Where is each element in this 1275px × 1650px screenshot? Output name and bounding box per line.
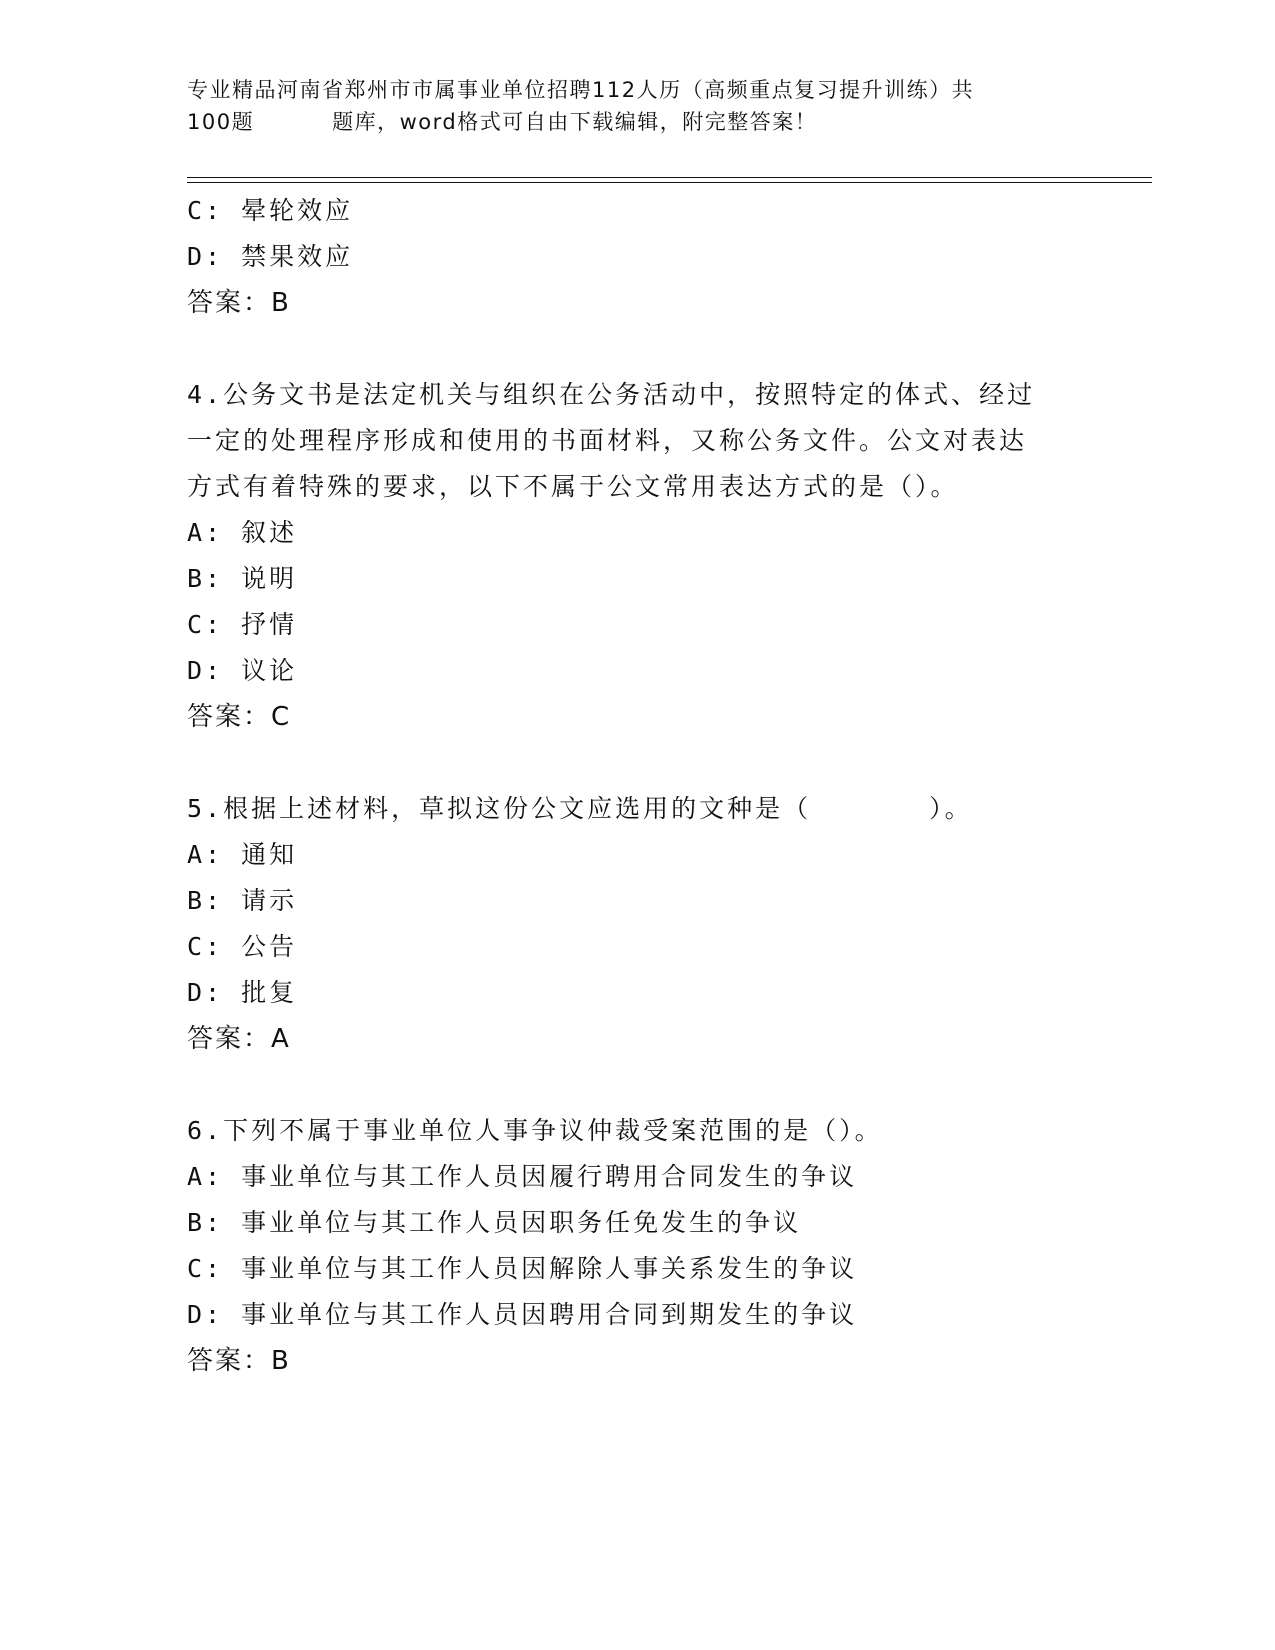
option-label: D: [187,978,224,1007]
option-c [187,188,1087,234]
option-label: B: [187,1208,224,1237]
option-text: 事业单位与其工作人员因解除人事关系发生的争议 [241,1254,858,1283]
answer-q6: 答案：B [187,1346,291,1376]
option-label: D: [187,242,224,271]
question-count: 100题 [187,110,255,134]
answer-q4: 答案：C [187,702,292,732]
option-label: A: [187,1162,224,1191]
document-title [187,74,1087,138]
option-text: 事业单位与其工作人员因职务任免发生的争议 [241,1208,802,1237]
option-text: 议论 [241,656,298,685]
option-c [187,602,1087,648]
option-text: 请示 [241,886,298,915]
stem-text-end: ）。 [929,794,973,823]
option-d [187,234,1087,280]
option-text: 事业单位与其工作人员因履行聘用合同发生的争议 [241,1162,858,1191]
option-a [187,832,1087,878]
title-line-2 [187,106,1087,138]
option-label: B: [187,564,224,593]
option-label: D: [187,1300,224,1329]
option-a [187,510,1087,556]
option-c [187,924,1087,970]
question-6-stem: 6.下列不属于事业单位人事争议仲裁受案范围的是（）。 [187,1116,883,1145]
option-d [187,1292,1087,1338]
stem-text: 5.根据上述材料，草拟这份公文应选用的文种是（ [187,794,812,823]
option-d [187,648,1087,694]
option-text: 说明 [241,564,298,593]
stem-line: 方式有着特殊的要求，以下不属于公文常用表达方式的是（）。 [187,472,959,501]
title-line-1: 专业精品河南省郑州市市属事业单位招聘112人历（高频重点复习提升训练）共 [187,78,975,102]
option-text: 晕轮效应 [241,196,354,225]
stem-line: 一定的处理程序形成和使用的书面材料，又称公务文件。公文对表达 [187,426,1028,455]
option-text: 叙述 [241,518,298,547]
header-divider-top [187,177,1152,178]
option-c [187,1246,1087,1292]
option-b [187,556,1087,602]
option-label: B: [187,886,224,915]
option-text: 禁果效应 [241,242,354,271]
option-label: C: [187,196,224,225]
option-d [187,970,1087,1016]
header-divider-bottom [187,182,1152,183]
answer-q3: 答案：B [187,288,291,318]
option-b [187,1200,1087,1246]
option-text: 公告 [241,932,298,961]
option-label: A: [187,518,224,547]
option-text: 批复 [241,978,298,1007]
question-list [187,188,1087,1384]
question-4-stem [187,372,1087,510]
option-text: 通知 [241,840,298,869]
option-label: C: [187,610,224,639]
stem-line: 4.公务文书是法定机关与组织在公务活动中，按照特定的体式、经过 [187,380,1036,409]
question-5-stem [187,786,1087,832]
option-label: C: [187,932,224,961]
answer-q5: 答案：A [187,1024,291,1054]
option-label: A: [187,840,224,869]
option-label: C: [187,1254,224,1283]
title-description: 题库，word格式可自由下载编辑，附完整答案！ [332,110,818,134]
option-text: 事业单位与其工作人员因聘用合同到期发生的争议 [241,1300,858,1329]
option-label: D: [187,656,224,685]
option-a [187,1154,1087,1200]
option-text: 抒情 [241,610,298,639]
option-b [187,878,1087,924]
